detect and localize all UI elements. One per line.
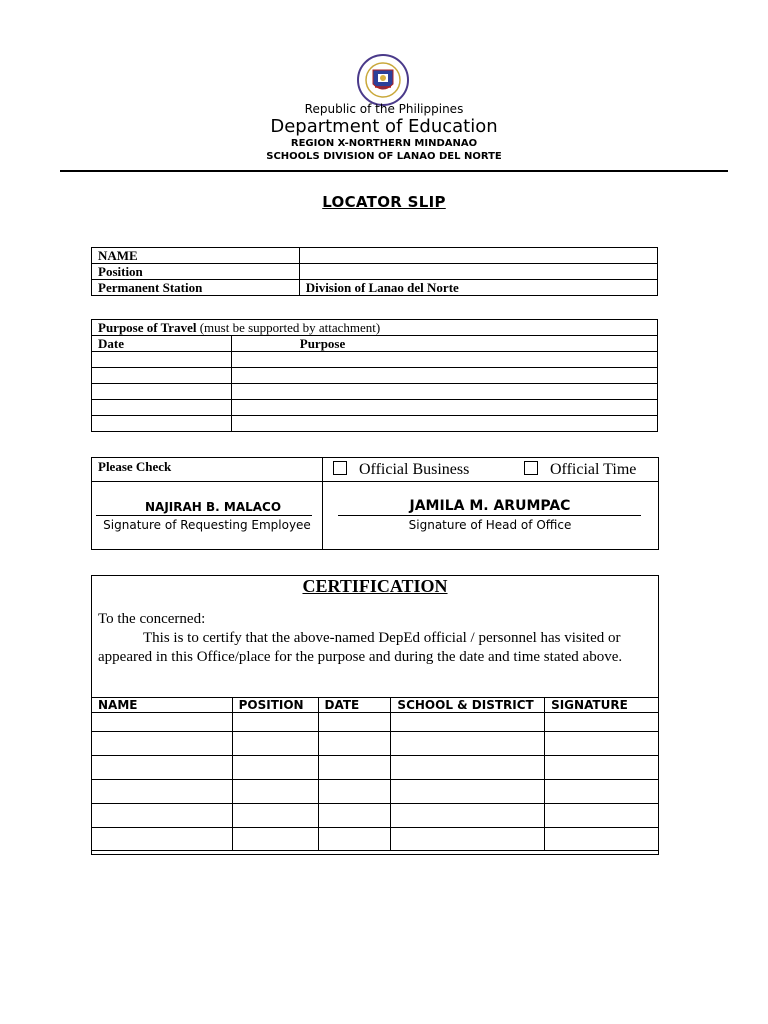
signature-line[interactable] bbox=[338, 515, 641, 516]
table-row bbox=[92, 713, 659, 732]
table-row bbox=[92, 804, 659, 828]
name-cell[interactable] bbox=[92, 804, 233, 828]
signature-line[interactable] bbox=[96, 515, 312, 516]
region-heading: REGION X-NORTHERN MINDANAO bbox=[290, 138, 478, 149]
position-cell[interactable] bbox=[232, 713, 318, 732]
name-field[interactable] bbox=[299, 248, 657, 264]
requesting-employee-name: NAJIRAH B. MALACO bbox=[145, 500, 282, 514]
position-cell[interactable] bbox=[232, 780, 318, 804]
position-cell[interactable] bbox=[232, 732, 318, 756]
purpose-header-bold: Purpose of Travel bbox=[98, 320, 197, 335]
purpose-header-note: (must be supported by attachment) bbox=[196, 320, 381, 335]
school-district-cell[interactable] bbox=[391, 780, 545, 804]
date-cell[interactable] bbox=[92, 400, 232, 416]
position-label: Position bbox=[92, 264, 300, 280]
signature-cell[interactable] bbox=[545, 828, 659, 851]
document-title: LOCATOR SLIP bbox=[322, 193, 446, 211]
purpose-cell[interactable] bbox=[231, 384, 657, 400]
purpose-column-header: Purpose bbox=[231, 336, 657, 352]
signature-cell[interactable] bbox=[545, 756, 659, 780]
certification-salutation: To the concerned: bbox=[98, 611, 206, 627]
name-column-header: NAME bbox=[92, 698, 233, 713]
republic-heading: Republic of the Philippines bbox=[304, 102, 464, 116]
school-district-cell[interactable] bbox=[391, 804, 545, 828]
table-row bbox=[92, 352, 658, 368]
date-cell[interactable] bbox=[92, 368, 232, 384]
school-district-cell[interactable] bbox=[391, 732, 545, 756]
position-cell[interactable] bbox=[232, 804, 318, 828]
date-cell[interactable] bbox=[318, 732, 391, 756]
date-column-header: Date bbox=[92, 336, 232, 352]
date-cell[interactable] bbox=[318, 828, 391, 851]
employee-info-table bbox=[91, 247, 658, 296]
divider bbox=[92, 481, 658, 482]
table-row bbox=[92, 756, 659, 780]
date-cell[interactable] bbox=[318, 713, 391, 732]
date-cell[interactable] bbox=[318, 756, 391, 780]
school-district-cell[interactable] bbox=[391, 828, 545, 851]
position-cell[interactable] bbox=[232, 756, 318, 780]
certification-title: CERTIFICATION bbox=[302, 576, 448, 596]
position-column-header: POSITION bbox=[232, 698, 318, 713]
department-heading: Department of Education bbox=[270, 116, 498, 137]
division-heading: SCHOOLS DIVISION OF LANAO DEL NORTE bbox=[266, 151, 502, 162]
permanent-station-label: Permanent Station bbox=[92, 280, 300, 296]
purpose-header bbox=[92, 320, 658, 336]
name-cell[interactable] bbox=[92, 756, 233, 780]
name-label: NAME bbox=[92, 248, 300, 264]
date-cell[interactable] bbox=[92, 384, 232, 400]
name-cell[interactable] bbox=[92, 732, 233, 756]
signature-cell[interactable] bbox=[545, 780, 659, 804]
header-divider bbox=[60, 170, 728, 172]
official-business-checkbox[interactable] bbox=[333, 461, 347, 475]
official-business-label: Official Business bbox=[359, 461, 470, 478]
table-row bbox=[92, 384, 658, 400]
official-time-label: Official Time bbox=[550, 461, 637, 478]
date-cell[interactable] bbox=[92, 352, 232, 368]
table-row bbox=[92, 336, 658, 352]
table-row bbox=[92, 828, 659, 851]
signature-cell[interactable] bbox=[545, 804, 659, 828]
name-cell[interactable] bbox=[92, 713, 233, 732]
table-row bbox=[92, 780, 659, 804]
purpose-cell[interactable] bbox=[231, 400, 657, 416]
requesting-employee-signature-label: Signature of Requesting Employee bbox=[103, 518, 311, 532]
certification-box bbox=[91, 575, 659, 855]
name-cell[interactable] bbox=[92, 828, 233, 851]
date-cell[interactable] bbox=[318, 780, 391, 804]
date-cell[interactable] bbox=[318, 804, 391, 828]
date-column-header: DATE bbox=[318, 698, 391, 713]
official-time-checkbox[interactable] bbox=[524, 461, 538, 475]
table-row bbox=[92, 280, 658, 296]
table-row bbox=[92, 400, 658, 416]
table-row bbox=[92, 264, 658, 280]
purpose-cell[interactable] bbox=[231, 368, 657, 384]
signature-column-header: SIGNATURE bbox=[545, 698, 659, 713]
school-district-cell[interactable] bbox=[391, 713, 545, 732]
name-cell[interactable] bbox=[92, 780, 233, 804]
purpose-cell[interactable] bbox=[231, 416, 657, 432]
purpose-of-travel-table bbox=[91, 319, 658, 432]
table-row bbox=[92, 320, 658, 336]
certification-table bbox=[91, 697, 659, 851]
school-district-column-header: SCHOOL & DISTRICT bbox=[391, 698, 545, 713]
table-header-row bbox=[92, 698, 659, 713]
school-district-cell[interactable] bbox=[391, 756, 545, 780]
table-row bbox=[92, 368, 658, 384]
certification-body: This is to certify that the above-named DepEd official / personnel has visited or appeared in this Office/place for the purpose and during the date and time stated above. bbox=[98, 630, 623, 665]
head-of-office-name: JAMILA M. ARUMPAC bbox=[409, 498, 571, 514]
position-field[interactable] bbox=[299, 264, 657, 280]
table-row bbox=[92, 416, 658, 432]
check-and-signature-box bbox=[91, 457, 659, 550]
deped-seal-logo bbox=[351, 54, 415, 106]
please-check-label: Please Check bbox=[98, 459, 172, 474]
table-row bbox=[92, 732, 659, 756]
position-cell[interactable] bbox=[232, 828, 318, 851]
purpose-cell[interactable] bbox=[231, 352, 657, 368]
signature-cell[interactable] bbox=[545, 713, 659, 732]
permanent-station-field[interactable]: Division of Lanao del Norte bbox=[299, 280, 657, 296]
date-cell[interactable] bbox=[92, 416, 232, 432]
head-of-office-signature-label: Signature of Head of Office bbox=[408, 518, 572, 532]
signature-cell[interactable] bbox=[545, 732, 659, 756]
table-row bbox=[92, 248, 658, 264]
